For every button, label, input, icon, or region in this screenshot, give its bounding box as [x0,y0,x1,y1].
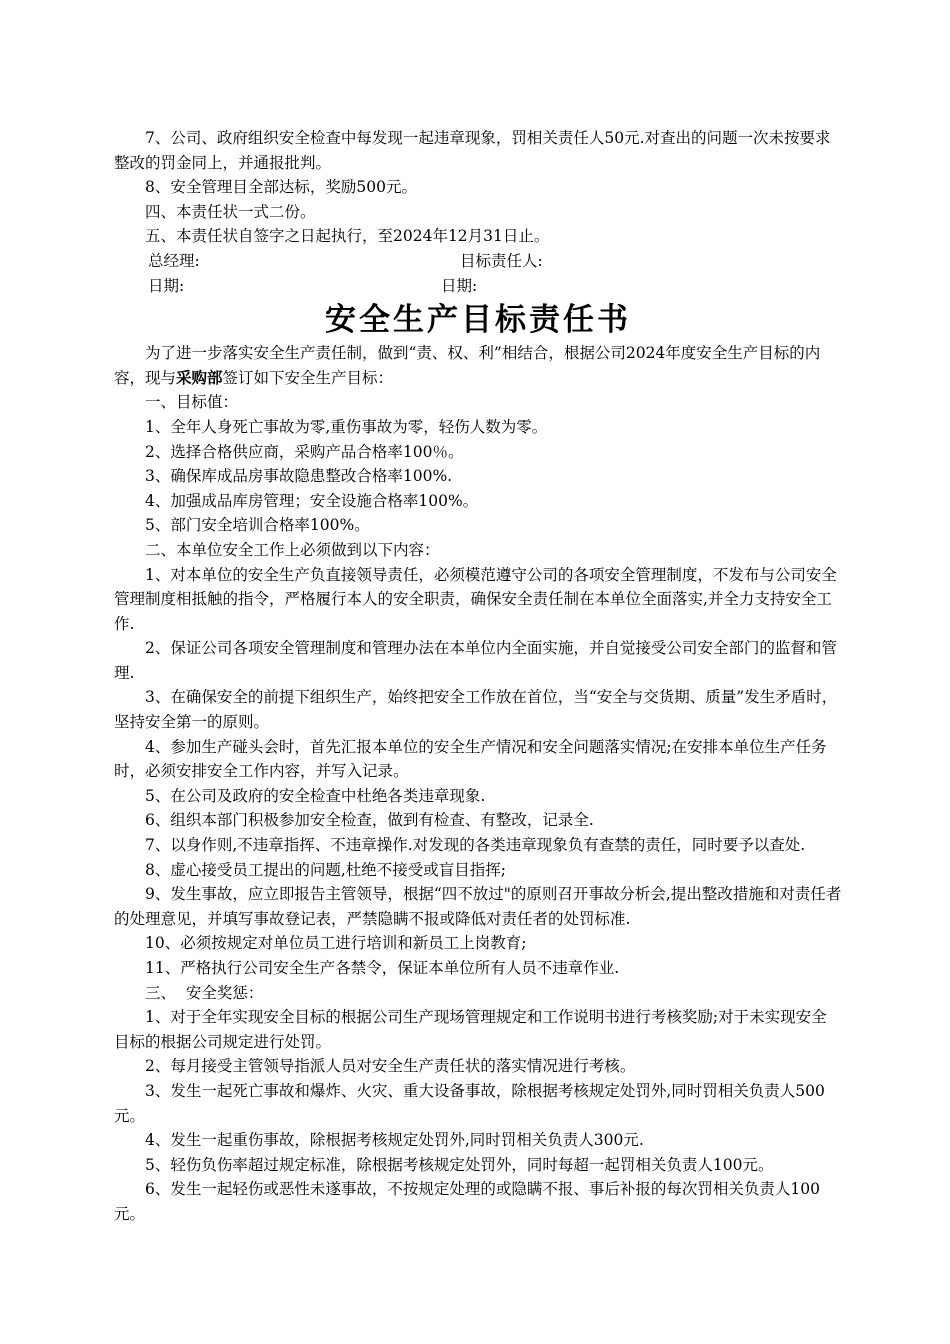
target-responsible-label: 目标责任人: [460,251,543,270]
date-row [114,274,842,299]
list-item: 4、参加生产碰头会时，首先汇报本单位的安全生产情况和安全问题落实情况;在安排本单位生产任务时，必须安排安全工作内容，并写入记录。 [114,737,827,781]
document-title: 安全生产目标责任书 [325,302,631,339]
list-item: 11、严格执行公司安全生产各禁令，保证本单位所有人员不违章作业. [145,959,620,977]
intro-text-before: 为了进一步落实安全生产责任制，做到“责、权、利”相结合，根据公司2024年度安全生产目标的内容，现与 [114,344,821,387]
list-item: 7、以身作则,不违章指挥、不违章操作.对发现的各类违章现象负有查禁的责任，同时要予以查处. [145,836,806,855]
intro-text-after: 签订如下安全生产目标： [222,368,394,387]
list-item: 10、必须按规定对单位员工进行培训和新员工上岗教育; [145,934,527,953]
list-item: 1、全年人身死亡事故为零,重伤事故为零，轻伤人数为零。 [145,417,548,436]
date-label-right: 日期: [441,276,478,295]
list-item: 2、选择合格供应商，采购产品合格率100％。 [145,442,464,461]
date-label-left: 日期: [148,276,185,295]
list-item: 3、在确保安全的前提下组织生产，始终把安全工作放在首位，当“安全与交货期、质量”发生矛盾时，坚持安全第一的原则。 [114,688,838,732]
section-3-list [114,1005,842,1226]
document-body [114,126,842,1227]
clause-7: 7、公司、政府组织安全检查中每发现一起违章现象，罚相关责任人50元.对查出的问题一次未按要求整改的罚金同上，并通报批判。 [114,129,831,172]
list-item: 6、组织本部门积极参加安全检查，做到有检查、有整改，记录全. [145,811,594,830]
general-manager-label: 总经理: [148,251,200,270]
list-item: 5、轻伤负伤率超过规定标准，除根据考核规定处罚外，同时每超一起罚相关负责人100元。 [145,1155,774,1174]
list-item: 3、发生一起死亡事故和爆炸、火灾、重大设备事故，除根据考核规定处罚外,同时罚相关负责人500元。 [114,1081,825,1125]
clause-8: 8、安全管理目全部达标，奖励500元。 [145,178,417,197]
section-2-heading: 二、本单位安全工作上必须做到以下内容： [145,540,440,559]
list-item: 8、虚心接受员工提出的问题,杜绝不接受或盲目指挥; [145,860,507,879]
list-item: 1、对本单位的安全生产负直接领导责任，必须模范遵守公司的各项安全管理制度，不发布与公司安全管理制度相抵触的指令，严格履行本人的安全职责，确保安全责任制在本单位全面落实,并全力支持安全工作. [114,565,837,633]
list-item: 3、确保库成品房事故隐患整改合格率100%. [145,467,453,486]
list-item: 6、发生一起轻伤或恶性未遂事故，不按规定处理的或隐瞒不报、事后补报的每次罚相关负责人100元。 [114,1180,820,1223]
list-item: 9、发生事故，应立即报告主管领导，根据“四不放过"的原则召开事故分析会,提出整改措施和对责任者的处理意见，并填写事故登记表，严禁隐瞒不报或降低对责任者的处罚标准. [114,885,842,928]
section-4: 四、本责任状一式二份。 [145,202,316,221]
signature-row [114,249,842,274]
list-item: 4、加强成品库房管理；安全设施合格率100%。 [145,491,479,510]
list-item: 4、发生一起重伤事故，除根据考核规定处罚外,同时罚相关负责人300元. [145,1131,644,1150]
section-3-heading: 三、 安全奖惩： [145,983,264,1002]
department-name: 采购部 [176,367,223,387]
section-1-list [114,415,842,538]
list-item: 1、对于全年实现安全目标的根据公司生产现场管理规定和工作说明书进行考核奖励;对于未实现安全目标的根据公司规定进行处罚。 [114,1008,827,1051]
list-item: 2、每月接受主管领导指派人员对安全生产责任状的落实情况进行考核。 [145,1057,636,1076]
section-5: 五、本责任状自签字之日起执行，至2024年12月31日止。 [145,227,550,246]
list-item: 2、保证公司各项安全管理制度和管理办法在本单位内全面实施，并自觉接受公司安全部门的监督和管理. [114,639,837,682]
section-1-heading: 一、目标值： [145,393,239,412]
section-2-list [114,563,842,981]
list-item: 5、在公司及政府的安全检查中杜绝各类违章现象. [145,786,486,805]
list-item: 5、部门安全培训合格率100%。 [145,516,370,535]
intro-paragraph [114,341,842,390]
